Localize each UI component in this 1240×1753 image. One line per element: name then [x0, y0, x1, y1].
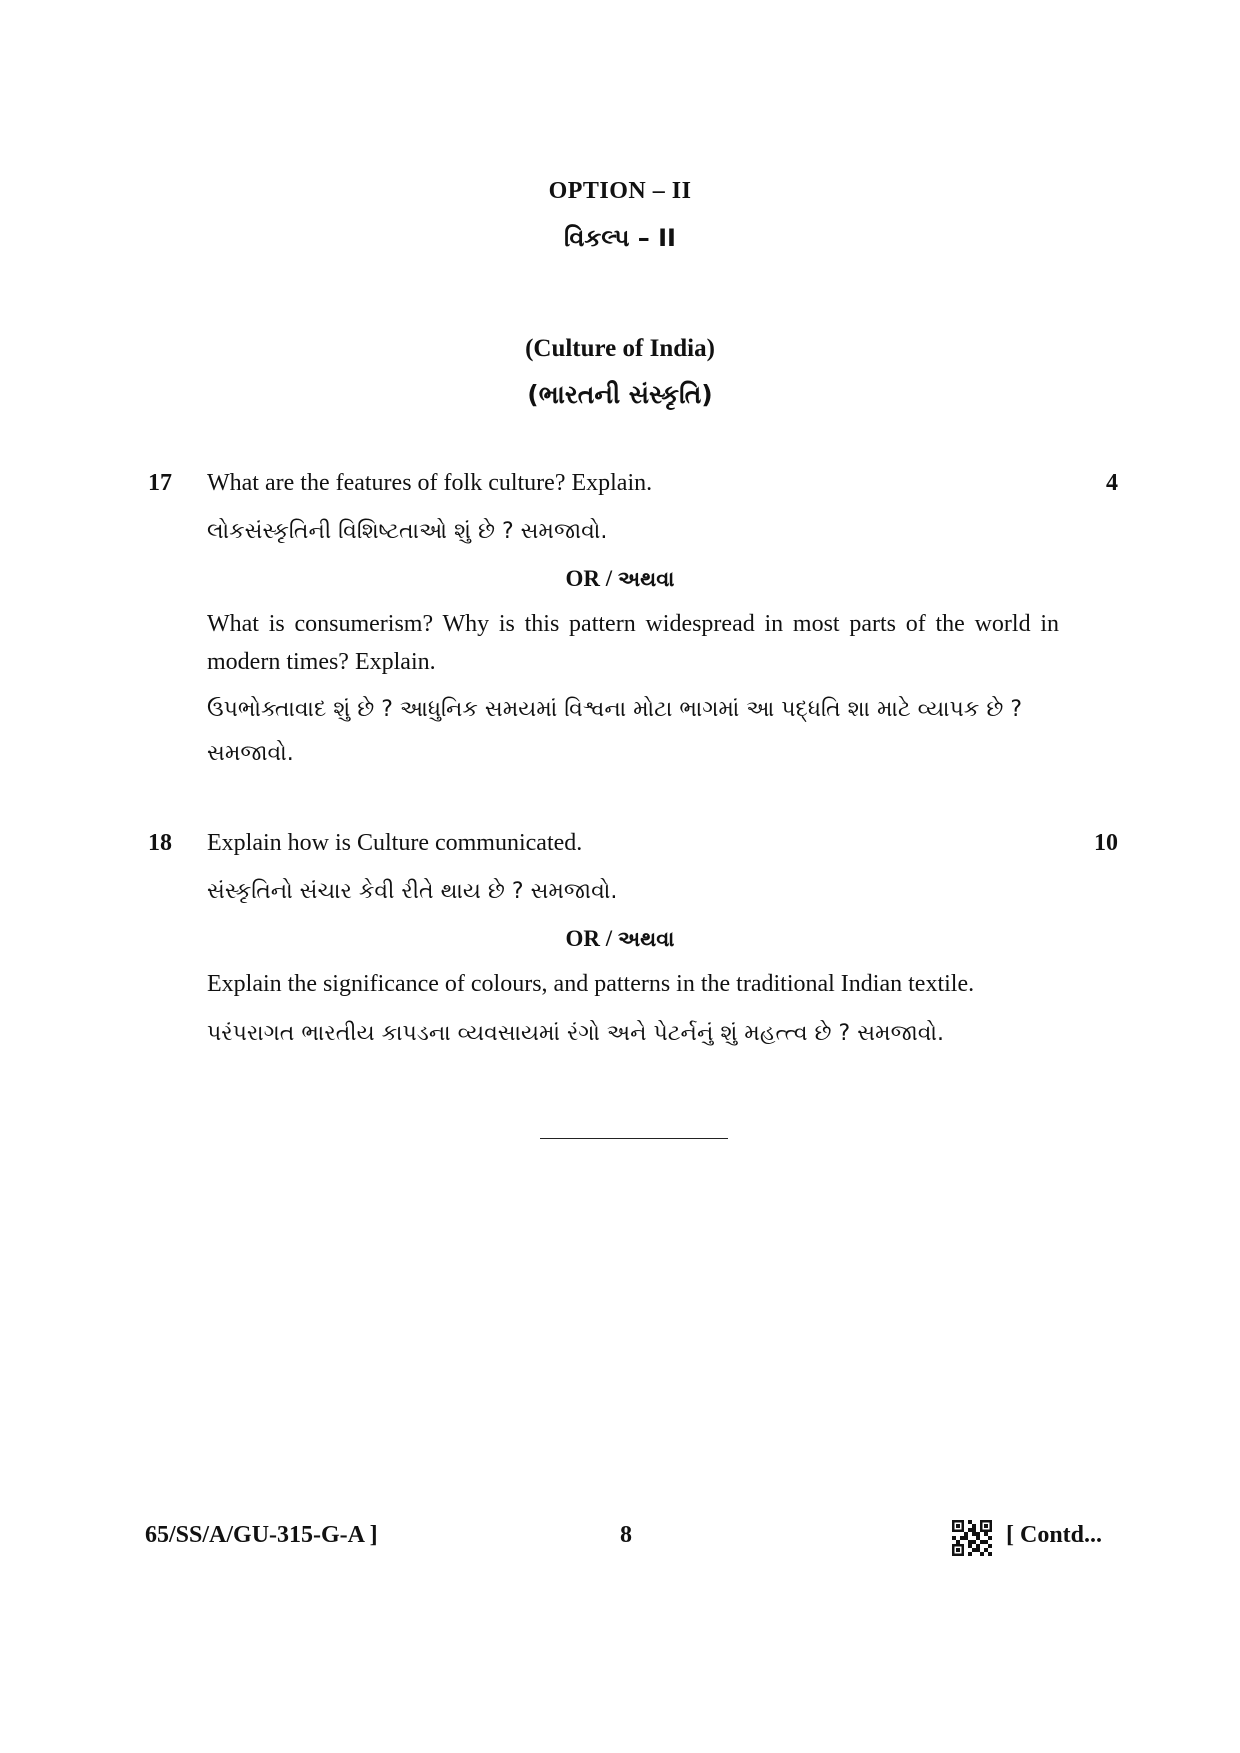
end-of-section-rule: [540, 1138, 728, 1139]
question-text: Explain how is Culture communicated.: [207, 830, 583, 856]
continued-label: [ Contd...: [1006, 1522, 1103, 1548]
option-heading-gujarati: વિકલ્પ – II: [564, 224, 676, 252]
question-number: 17: [148, 470, 172, 496]
question-text-gujarati: લોકસંસ્કૃતિની વિશિષ્ટતાઓ શું છે ? સમજાવો.: [207, 519, 608, 544]
section-title: (Culture of India): [525, 335, 715, 362]
or-label: OR /: [565, 926, 613, 951]
alternative-question-text-gujarati: ઉપભોક્તાવાદ શું છે ? આધુનિક સમયમાં વિશ્વના મોટા ભાગમાં આ પદ્ધતિ શા માટે વ્યાપક છે ? સમજાવો.: [207, 697, 1023, 766]
section-title-gujarati: (ભારતની સંસ્કૃતિ): [527, 380, 713, 409]
question-marks: 4: [1106, 470, 1118, 496]
or-label: OR /: [565, 566, 613, 591]
qr-code-icon: [952, 1520, 992, 1556]
question-text-gujarati: સંસ્કૃતિનો સંચાર કેવી રીતે થાય છે ? સમજાવો.: [207, 879, 618, 904]
alternative-question-text: Explain the significance of colours, and patterns in the traditional Indian textile.: [207, 971, 975, 997]
or-label-gujarati: અથવા: [617, 927, 675, 951]
paper-code: 65/SS/A/GU-315-G-A ]: [145, 1522, 378, 1548]
question-marks: 10: [1094, 830, 1118, 856]
option-heading: OPTION – II: [548, 178, 692, 204]
or-label-gujarati: અથવા: [617, 567, 675, 591]
question-number: 18: [148, 830, 172, 856]
page-number: 8: [620, 1522, 632, 1548]
or-separator: [0, 566, 1240, 592]
alternative-question-text: What is consumerism? Why is this pattern widespread in most parts of the world in modern times? Explain.: [207, 611, 1059, 675]
or-separator: [0, 926, 1240, 952]
alternative-question-text-gujarati: પરંપરાગત ભારતીય કાપડના વ્યવસાયમાં રંગો અને પેટર્નનું શું મહત્ત્વ છે ? સમજાવો.: [207, 1021, 944, 1046]
question-text: What are the features of folk culture? Explain.: [207, 470, 653, 496]
